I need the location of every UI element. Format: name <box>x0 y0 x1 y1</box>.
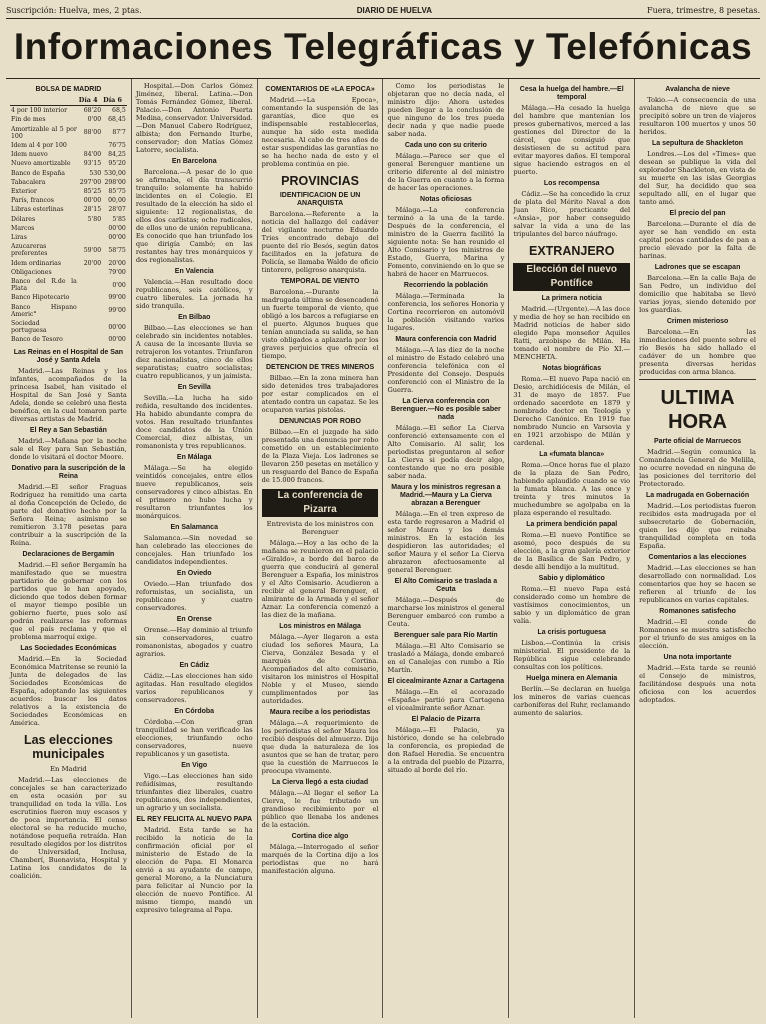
article-columns <box>6 78 760 1018</box>
column-3 <box>258 79 384 1018</box>
article-title: En Málaga <box>176 454 212 461</box>
article-text: Como los periodistas le objetaran que no decía nada, el ministro dijo: Ahora ustedes pueden llegar a la conclusión de que ninguno de los tres pueda decir nada y que nadie puede saber nada. <box>387 82 505 138</box>
bolsa-value: 68,5 <box>112 107 126 115</box>
article-text: Madrid.—Las Reinas y los infantes, acompañados de la princesa Isabel, han visitado el Hospital de San José y Santa Adela, donde se celebró una fiesta benéfica, en la cual tomaron parte diversas artistas de Madrid. <box>10 366 127 423</box>
article-title: IDENTIFICACION DE UN ANARQUISTA <box>279 192 361 207</box>
bolsa-value <box>78 233 102 242</box>
article-title: El Rey a San Sebastián <box>29 426 107 434</box>
bolsa-value: 00'00 <box>108 224 126 232</box>
article-text: Málaga.—El Palacio, ya histórico, donde se ha celebrado la conferencia, es propiedad de don Rafael Heredia. Se encuentra a la entrada del pueblo de Pizarra, situado al borde del río. <box>387 726 505 774</box>
bolsa-value: 28'07 <box>108 206 126 214</box>
article-title: Una nota importante <box>663 654 732 661</box>
article-title: Avalancha de nieve <box>665 86 730 93</box>
article-title: Cada uno con su criterio <box>404 142 487 149</box>
bolsa-value: 28'15 <box>83 206 102 214</box>
article-text: Málaga.—La conferencia terminó a la una de la tarde. Después de la conferencia, el ministro de la Guerra facilitó la siguiente nota: Se han reunido el Alto Comisario y los ministros de Estado, Guerra, Marina y Fomento, conviniendo en lo que se habrá de hacer en Marruecos. <box>387 206 505 278</box>
article-text: Roma.—El nuevo Papa nació en Desio, archidiócesis de Milán, el 31 de mayo de 1857. Fue ordenado sacerdote en 1879 y nombrado doctor en Teología y Derecho Canónico. En 1919 fue nombrado Nuncio en Varsovia y en 1921 arzobispo de Milán y cardenal. <box>513 375 631 447</box>
bolsa-header-day4: Día 4 <box>78 96 102 106</box>
article-title: Las Reinas en el Hospital de San José y Santa Adela <box>13 348 124 364</box>
bolsa-concept: Nuevo amortizable <box>11 160 71 168</box>
bolsa-row <box>10 303 127 319</box>
newspaper-name: DIARIO DE HUELVA <box>356 6 432 15</box>
article-text: Málaga.—Ayer llegaron a esta ciudad los señores Maura, La Cierva, González Besada y el marqués de Cortina. Acompañados del alto comisario, visitaron los ministros el Hospital Noble y el Museo, siendo cumplimentados por las autoridades. <box>261 633 379 705</box>
article-text: Madrid.—Las elecciones de concejales se han caracterizado en esta ocasión por su tranquilidad en toda la villa. Los escrutinios fueron muy escasos y de poca importancia. El censo electoral se ha reducido mucho, notándose pequeña retraída. Han resultado elegidos por los distritos de Universidad, Inclusa, Chamberí, Buenavista, Hospital y Latina los candidatos de la coalición. <box>10 775 127 880</box>
article-title: EL REY FELICITA AL NUEVO PAPA <box>136 816 253 823</box>
bolsa-value: 85'75 <box>108 188 126 196</box>
bolsa-value: 5'80 <box>87 215 102 223</box>
article-text: Madrid.—El conde de Romanones se muestra satisfecho por el triunfo de sus amigos en la elección. <box>639 618 756 650</box>
article-text: Barcelona.—En las inmediaciones del puente sobre el río Besós ha sido hallado el cadáver de un hombre que presenta diversas heridas producidas con arma blanca. <box>639 328 756 376</box>
article-text: Roma.—El nuevo Pontífice se asomó, poco después de su elección, a la gran galería exterior de la Basílica de San Pedro, y desde allí bendijo a la multitud. <box>513 531 631 571</box>
article-title: En Salamanca <box>170 524 218 531</box>
bolsa-title: BOLSA DE MADRID <box>35 86 102 93</box>
article-text: Barcelona.—Durante la madrugada última se desencadenó un fuerte temporal de viento, que obligó a los barcos a refugiarse en el puerto. Algunos buques que tenían anunciada su salida, se han visto obligados a aplazarla por los graves perjuicios que ofrecía el tiempo. <box>261 288 379 360</box>
bolsa-concept: Idem al 4 por 100 <box>11 142 67 150</box>
pope-election-headline: Elección del nuevo Pontífice <box>513 263 630 291</box>
article-text: Vigo.—Las elecciones han sido reñidísimas, resultando triunfantes diez liberales, cuatro republicanos, dos independientes, un agrario y un socialista. <box>135 772 253 812</box>
bolsa-value: 88'00 <box>83 129 102 137</box>
article-title: Notas oficiosas <box>420 196 472 203</box>
bolsa-row <box>10 233 127 242</box>
bolsa-value: 58'75 <box>108 246 126 254</box>
bolsa-concept: Idem nuevo <box>11 151 48 159</box>
bolsa-concept: París, francos <box>11 197 54 205</box>
article-text: Barcelona.—Durante el día de ayer se han vendido en esta capital pocas cantidades de pan a precio elevado por la falta de harinas. <box>639 220 756 260</box>
article-text: Madrid.—Según comunica la Comandancia General de Melilla, no ocurre novedad en ninguna de las posiciones del territorio del Protectorado. <box>639 448 756 488</box>
bolsa-row <box>10 106 127 116</box>
bolsa-value: 59'00 <box>83 246 102 254</box>
article-text: Hospital.—Don Carlos Gómez Jiménez, liberal. Latina.—Don Tomás Fernández Gómez, liberal. Palacio.—Don Antonio Puerta Medina, conservador. Universidad.—Don Manuel Cabero Rodríguez, albista; don Fernando Iturbe, conservador; don Matías Gómez Latorre, socialista. <box>135 82 253 154</box>
column-5 <box>509 79 635 1018</box>
article-title: Maura y los ministros regresan a Madrid.—Maura y La Cierva abrazan a Berenguer <box>391 484 501 507</box>
bolsa-value: 93'15 <box>83 160 102 168</box>
bolsa-row <box>10 224 127 233</box>
article-text: Sevilla.—La lucha ha sido reñida, resultando dos incidentes. Ha habido abundante compra de votos. Han resultado triunfantes doce candidatos de la Unión Comercial, diez albistas, un romanonista y tres republicanos. <box>135 394 253 450</box>
bolsa-concept: Marcos <box>11 224 35 232</box>
article-text: Madrid.—Esta tarde se reunió el Consejo de ministros, facilitándose después una nota oficiosa con los acuerdos adoptados. <box>639 664 756 704</box>
article-title: Cortina dice algo <box>291 833 349 840</box>
bolsa-row <box>10 205 127 214</box>
article-text: Salamanca.—Sin novedad se han celebrado las elecciones de concejales. Han triunfado los candidatos independientes. <box>135 534 253 566</box>
bolsa-value: 84,25 <box>108 151 126 159</box>
article-text: Málaga.—Interrogado el señor marqués de la Cortina dijo a los periodistas que no hará manifestación alguna. <box>261 843 379 875</box>
article-text: Lisboa.—Continúa la crisis ministerial. El presidente de la República sigue celebrando consultas con los políticos. <box>513 639 631 671</box>
article-text: Valencia.—Han resultado doce republicanos, seis católicos, y cuatro liberales. La jornada ha sido tranquila. <box>135 278 253 310</box>
article-text: Madrid.—En la Sociedad Económica Matritense se reunió la Junta de delegados de las Sociedades Económicas de España, adoptando las siguientes acuerdos: buscar los datos relativos a la existencia de Sociedades Económicas en América. <box>10 654 127 727</box>
article-text: Barcelona.—Referente a la noticia del hallazgo del cadáver del vigilante nocturno Eduardo Tries encontrado debajo del puente del río Besós, según datos facilitados en la jefatura de Policía, se llamaba Waldo de oficio tintorero, peligroso anarquista. <box>261 210 379 274</box>
bolsa-value: 68'20 <box>83 107 102 115</box>
article-title: Berenguer sale para Río Martín <box>394 632 498 639</box>
article-title: La primera bendición papal <box>526 521 618 528</box>
bolsa-concept: Obligaciones <box>11 268 52 276</box>
elections-headline: Las elecciones municipales <box>23 732 113 761</box>
article-text: Málaga.—A requerimiento de los periodistas el señor Maura los recibió después del almuerzo. Dijo que duda la naturaleza de los asuntos que se han de tratar, pero que la cuestión de Marruecos le preocupa vivamente. <box>261 719 379 775</box>
bolsa-value: 00'00 <box>108 336 126 344</box>
article-title: Declaraciones de Bergamín <box>22 550 115 558</box>
bolsa-value <box>78 293 102 302</box>
bolsa-row <box>10 215 127 224</box>
bolsa-value: 530,00 <box>104 169 126 177</box>
article-title: Cesa la huelga del hambre.—El temporal <box>519 86 624 101</box>
bolsa-concept: Sociedad portuguesa <box>11 320 47 335</box>
article-text: Málaga.—Ha cesado la huelga del hambre que mantenían los presos gubernativos, merced a las gestiones del Director de la cárcel, que consiguió que desistiesen de su actitud para evitar mayores daños. El temporal sigue haciendo estragos en el puerto. <box>513 104 631 176</box>
bolsa-table <box>10 96 127 345</box>
bolsa-row <box>10 159 127 168</box>
bolsa-concept: Banco Hispano Americ° <box>11 303 77 318</box>
article-title: DETENCION DE TRES MINEROS <box>266 364 375 371</box>
bolsa-row <box>10 169 127 178</box>
article-text: Bilbao.—En el juzgado ha sido presentada una denuncia por robo cometido en un establecimiento de la Plaza Vieja. Los ladrones se llevaron 250 pesetas en metálico y un resguardo del Banco de España de 15.000 francos. <box>261 428 379 484</box>
article-title: En Orense <box>176 616 212 623</box>
article-title: La crisis portuguesa <box>537 629 606 636</box>
bolsa-value <box>78 141 102 150</box>
article-title: La Cierva conferencia con Berenguer.—No es posible saber nada <box>391 398 501 421</box>
article-title: La sepultura de Shackleton <box>652 140 744 147</box>
article-text: Barcelona.—En la calle Baja de San Pedro, un individuo del domicilio que habitaba se llevó varias joyas, siendo detenido por los guardias. <box>639 274 756 314</box>
bolsa-concept: Fin de mes <box>11 116 46 124</box>
article-title: Recorriendo la población <box>403 282 488 289</box>
article-title: El Palacio de Pizarra <box>411 716 481 723</box>
bolsa-value: 95'20 <box>108 160 126 168</box>
section-heading-provincias: PROVINCIAS <box>281 174 359 188</box>
bolsa-row <box>10 242 127 258</box>
article-title: Maura recibe a los periodistas <box>269 709 371 716</box>
bolsa-header-day6: Día 6 <box>102 96 127 106</box>
column-1 <box>6 79 132 1018</box>
article-title: En Sevilla <box>177 384 211 391</box>
bolsa-concept: Libras esterlinas <box>11 206 64 214</box>
section-heading-extranjero: EXTRANJERO <box>529 244 615 258</box>
bolsa-concept: Banco Hipotecario <box>11 294 70 302</box>
bolsa-concept: Azucareras preferentes <box>11 243 48 258</box>
article-text: Cádiz.—Se ha concedido la cruz de plata del Mérito Naval a don Juan Rico, practicante del «Ansia», por haber conseguido salvar la vida a una de las tripulantes del barco náufrago. <box>513 190 631 238</box>
article-title: DENUNCIAS POR ROBO <box>279 418 361 425</box>
bolsa-concept: Liras <box>11 234 27 242</box>
bolsa-row <box>10 335 127 344</box>
bolsa-row <box>10 293 127 302</box>
article-text: Madrid. Esta tarde se ha recibido la noticia de la confirmación oficial por el ministerio de Estado de la elección de Papa. El Monarca envió a su ayudante de campo, general Moreno, a la Nunciatura para felicitar al Nuncio por la elección de nuevo Pontífice. Al mismo tiempo, mandó un expresivo telegrama al Papa. <box>135 826 253 914</box>
bolsa-concept: Dólares <box>11 215 36 223</box>
article-title: Notas biográficas <box>542 365 602 372</box>
bolsa-concept: Amortizable al 5 por 100 <box>11 125 77 140</box>
article-title: En Cádiz <box>179 662 210 669</box>
bolsa-value <box>78 335 102 344</box>
elections-subtitle: En Madrid <box>50 764 87 773</box>
ultima-hora-heading: ULTIMA HORA <box>660 387 735 433</box>
bolsa-value <box>78 224 102 233</box>
bolsa-value: 0'00 <box>112 281 126 289</box>
article-title: Parte oficial de Marruecos <box>653 438 742 445</box>
article-text: Madrid.—Mañana por la noche sale el Rey para San Sebastián, donde lo visitará el doctor Moore. <box>10 436 127 461</box>
bolsa-value: 79'00 <box>108 268 126 276</box>
article-title: La «fumata blanca» <box>539 451 605 458</box>
article-text: Madrid.—El señor Bergamín ha manifestado que se muestra partidario de gobernar con los partidos que le han apoyado, diciendo que todos deben formar el mayor tiempo posible un gobierno fuerte, pues solo así podrán realizarse las reformas que el país reclama y que el problema marroquí exige. <box>10 560 127 641</box>
bolsa-value: 20'00 <box>108 259 126 267</box>
pizarra-headline: La conferencia de Pizarra <box>262 489 379 517</box>
bolsa-value: 99'00 <box>108 307 126 315</box>
article-text: Córdoba.—Con gran tranquilidad se han verificado las elecciones, triunfando ocho conservadores, nueve republicanos y un gasetista. <box>135 718 253 758</box>
article-text: Bilbao.—En la zona minera han sido detenidos tres trabajadores por estar complicados en el atentado contra un capataz. Se les ocuparon varias pistolas. <box>261 374 379 414</box>
article-title: Los ministros en Málaga <box>279 623 361 630</box>
article-title: Ladrones que se escapan <box>654 264 741 271</box>
article-text: Málaga.—Hoy a las ocho de la mañana se reunieron en el palacio «Giraldo», a bordo del barco de guerra que conducirá al general Berenguer a España, los ministros y el Alto Comisario. Acudieron a recibir al general Berenguer, el almirante de la Armada y el señor Aznar. La conferencia comenzó a las diez de la mañana. <box>261 539 379 619</box>
bolsa-value: 5'85 <box>112 215 126 223</box>
bolsa-header-concept <box>10 96 78 106</box>
article-text: Roma.—El nuevo Papa está considerado como un hombre de vastísimos conocimientos, un sabio y un diplomático de gran valía. <box>513 585 631 625</box>
article-title: Los recompensa <box>543 180 600 187</box>
article-text: Madrid.—El señor Fraguas Rodríguez ha remitido una carta al doña Concepción de Ocledo, de parte del donativo hecho por la Señora Reina; asimismo se remitieron 3.178 pesetas para contribuir a la suscripción de la Reina. <box>10 482 127 547</box>
article-title: En Córdoba <box>174 708 215 715</box>
article-text: Málaga.—Se ha elegido veintidós concejales, entre ellos nueve republicanos, seis conservadores y cinco albistas. En el primero no hubo lucha y resultaron triunfantes los monárquicos. <box>135 464 253 520</box>
article-text: Málaga.—Parece ser que el general Berenguer mantiene un criterio diferente al del ministro de la Guerra en cuanto a la forma de hacer las operaciones. <box>387 152 505 192</box>
bolsa-value: 20'00 <box>83 259 102 267</box>
article-title: El cicealmirante Aznar a Cartagena <box>387 678 505 685</box>
bolsa-row <box>10 125 127 141</box>
bolsa-value: 0'00 <box>87 116 102 124</box>
article-text: Oviedo.—Han triunfado dos reformistas, un socialista, un republicano y cuatro conservadores. <box>135 580 253 612</box>
bolsa-value: 68,45 <box>108 116 126 124</box>
article-text: Cádiz.—Las elecciones han sido agitadas. Han resultado elegidos varios republicanos y conservadores. <box>135 672 253 704</box>
article-text: Londres.—Los del «Times» que desean se publique la vida del explorador Shackleton, en vista de su muerte en las islas Georgias del Sur, ha decidido que sea sepultado allí, en el lugar que tanto amó. <box>639 150 756 206</box>
article-text: Barcelona.—A pesar de lo que se afirmaba, el día transcurrió tranquilo: solamente ha habido incidentes en el Colegio. El resultado de la elección ha sido el siguiente: 12 regionalistas, de ellos dos carlistas; ocho radicales, de ellos uno de unión republicana. Es conocido que han triunfado los que dirigía Cambó; en las restantes hay tres monárquicos y dos regionalistas. <box>135 168 253 264</box>
bolsa-row <box>10 141 127 150</box>
article-text: Roma.—Once horas fue el plazo de la plaza de San Pedro, habiendo aplaudido cuando se vio la fumata blanca. A las once y treinta y tres minutos la muchedumbre se agolpaba en la plaza esperando el resultado. <box>513 461 631 517</box>
article-title: Crimen misterioso <box>666 318 729 325</box>
bolsa-value <box>78 319 102 335</box>
article-text: Málaga.—El señor La Cierva conferenció extensamente con el Alto Comisario. Al salir, los periodistas preguntaron al señor La Cierva si podía decir algo, contestando que no era posible saber nada. <box>387 424 505 480</box>
bolsa-concept: Exterior <box>11 188 37 196</box>
article-title: El precio del pan <box>669 210 726 217</box>
article-text: Málaga.—En el tren expreso de esta tarde regresaron a Madrid el señor Maura y los demás ministros. En la estación les despidieron las autoridades; el señor Maura y el señor La Cierva abrazaron afectuosamente al general Berenguer. <box>387 510 505 574</box>
masthead-line <box>6 4 760 19</box>
page-headline: Informaciones Telegráficas y Telefónicas <box>13 26 753 67</box>
subscription-local: Suscripción: Huelva, mes, 2 ptas. <box>6 6 142 15</box>
bolsa-concept: Tabacalera <box>11 178 46 186</box>
bolsa-value: 00'00 <box>108 323 126 331</box>
article-text: Berlín.—Se declaran en huelga los mineros de varias cuencas carboníferas del Ruhr, reclamando aumento de salarios. <box>513 685 631 717</box>
article-title: El Alto Comisario se traslada a Ceuta <box>394 578 498 593</box>
pizarra-subtitle: Entrevista de los ministros con Berenguer <box>266 520 374 536</box>
bolsa-value: 84'00 <box>83 151 102 159</box>
bolsa-value <box>78 277 102 293</box>
article-text: Bilbao.—Las elecciones se han celebrado sin incidentes notables. A causa de la incesante lluvia se retrajeron los votantes. Triunfaron diez nacionalistas, cinco de ellos separatistas; cuatro socialistas; cuatro republicanos, y un jaimista. <box>135 324 253 380</box>
article-title: En Oviedo <box>176 570 212 577</box>
bolsa-concept: Idem ordinarias <box>11 259 61 267</box>
bolsa-value: 87'7 <box>112 129 126 137</box>
article-title: En Barcelona <box>171 158 217 165</box>
bolsa-concept: 4 por 100 interior <box>11 107 68 115</box>
article-text: Málaga.—Después de marcharse los ministros el general Berenguer embarcó con rumbo a Ceuta. <box>387 596 505 628</box>
article-title: En Vigo <box>181 762 208 769</box>
bolsa-row <box>10 187 127 196</box>
article-text: Tokio.—A consecuencia de una avalancha de nieve que se precipitó sobre un tren de viajeros resultaron 100 muertos y unos 50 heridos. <box>639 96 756 136</box>
bolsa-concept: Banco del R.de la Plata <box>11 278 77 293</box>
article-text: Málaga.—En el acorazado «España» partió para Cartagena el vicealmirante señor Aznar. <box>387 688 505 712</box>
article-text: Málaga.—El Alto Comisario se trasladó a Málaga, donde embarcó en el Canalejas con rumbo a Río Martín. <box>387 642 505 674</box>
article-text: Madrid.—Las elecciones se han desarrollado con normalidad. Los comentarios que hoy se hacen se refieren al triunfo de los republicanos en varias capitales. <box>639 564 756 604</box>
bolsa-value: 99'00 <box>108 294 126 302</box>
column-4 <box>383 79 509 1018</box>
bolsa-row <box>10 319 127 335</box>
article-title: En Valencia <box>174 268 214 275</box>
bolsa-header-row <box>10 96 127 106</box>
divider <box>639 379 756 380</box>
article-text: Madrid.—(Urgente).—A las doce y media de hoy se han recibido en Madrid noticias de haber sido elegido Papa monseñor Aquiles Ratti, arzobispo de Milán. Ha tomado el nombre de Pío XI.—MENCHETA. <box>513 305 631 361</box>
article-text: Madrid.—Los periodistas fueron recibidos esta madrugada por el subsecretario de Gobernación, quien les dijo que reinaba tranquilidad completa en toda España. <box>639 502 756 550</box>
bolsa-row <box>10 178 127 187</box>
bolsa-value: 00,00 <box>108 197 126 205</box>
article-text: Málaga.—Terminada la conferencia, los señores Honoria y Cortina recorrieron en automóvil la población visitando varios lugares. <box>387 292 505 332</box>
article-title: Comentarios a las elecciones <box>648 554 747 561</box>
article-title: La primera noticia <box>541 295 602 302</box>
bolsa-row <box>10 277 127 293</box>
bolsa-value: 298'00 <box>104 178 126 186</box>
bolsa-row <box>10 115 127 124</box>
bolsa-row <box>10 268 127 277</box>
bolsa-value: 297'00 <box>79 178 102 186</box>
bolsa-body <box>10 106 127 345</box>
bolsa-row <box>10 150 127 159</box>
article-text: Málaga.—A las diez de la noche el ministro de Estado celebró una conferencia telefónica con el Presidente del Consejo. Después conferenció con el Ministro de la Guerra. <box>387 346 505 394</box>
article-title: Huelga minera en Alemania <box>526 675 618 682</box>
article-title: La madrugada en Gobernación <box>646 492 750 499</box>
article-title: Romanones satisfecho <box>659 608 736 615</box>
bolsa-concept: Banco de España <box>11 169 65 177</box>
bolsa-value: 85'25 <box>83 188 102 196</box>
bolsa-value: 00'00 <box>83 197 102 205</box>
bolsa-value <box>78 303 102 319</box>
article-title: TEMPORAL DE VIENTO <box>280 278 360 285</box>
subscription-external: Fuera, trimestre, 8 pesetas. <box>647 6 760 15</box>
article-text: Orense.—Hay dominio al triunfo sin conservadores, cuatro romanonistas, abogados y cuatro agrarios. <box>135 626 253 658</box>
article-title: Donativo para la suscripción de la Reina <box>11 464 126 480</box>
bolsa-value <box>78 268 102 277</box>
bolsa-value: 00'00 <box>108 234 126 242</box>
article-title: Maura conferencia con Madrid <box>395 336 497 343</box>
article-title: Sabio y diplomático <box>538 575 605 582</box>
bolsa-value: 76'75 <box>108 142 126 150</box>
bolsa-concept: Banco de Tesoro <box>11 336 63 344</box>
article-text: Málaga.—Al llegar el señor La Cierva, le fue tributado un grandioso recibimiento por el público que llenaba los andenes de la estación. <box>261 789 379 829</box>
column-6 <box>635 79 760 1018</box>
bolsa-value: 530 <box>89 169 102 177</box>
column-2 <box>132 79 258 1018</box>
article-text: Madrid.—«La Epoca», comentando la suspensión de las garantías, dice que es indispensable restablecerlas, aunque ha sido esta medida necesaria. Al cabo de tres años de estar suspendidas las garantías no se ha hecho nada de esto y el problema continúa en pie. <box>261 96 379 168</box>
article-title: En Bilbao <box>178 314 211 321</box>
bolsa-row <box>10 196 127 205</box>
article-title: COMENTARIOS DE «LA EPOCA» <box>265 86 375 93</box>
article-title: La Cierva llegó a esta ciudad <box>272 779 369 786</box>
bolsa-row <box>10 259 127 268</box>
article-title: Las Sociedades Económicas <box>20 644 117 652</box>
